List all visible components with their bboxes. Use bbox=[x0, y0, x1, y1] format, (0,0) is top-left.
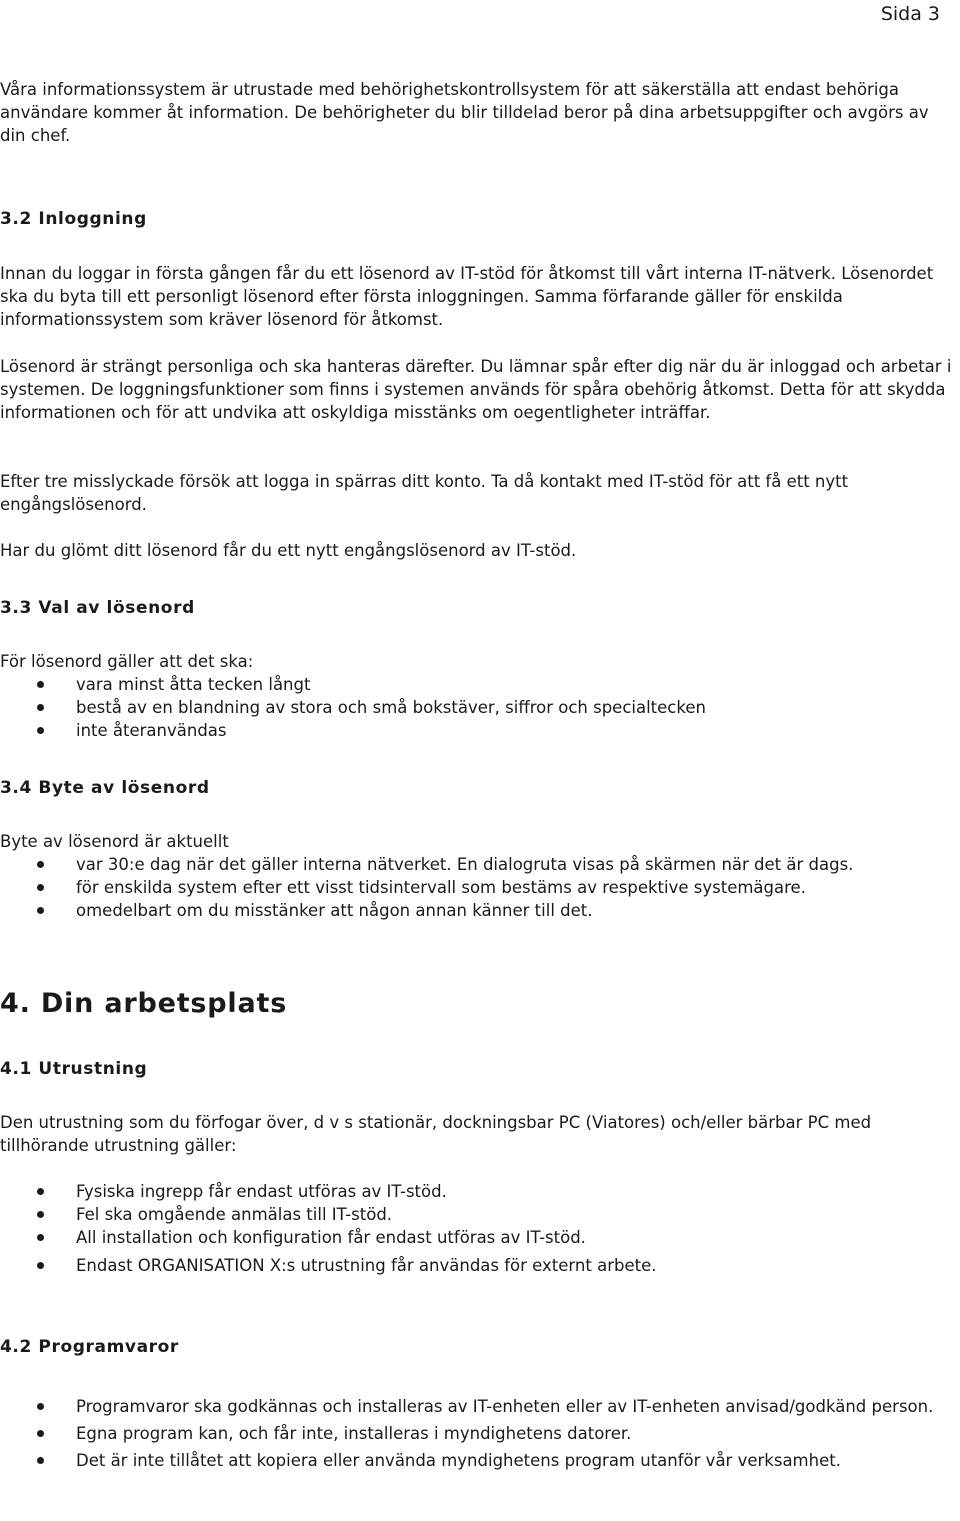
list-item: Programvaror ska godkännas och installeras av IT-enheten eller av IT-enheten anvisad/godkänd person. bbox=[0, 1395, 955, 1418]
login-paragraph-1: Innan du loggar in första gången får du ett lösenord av IT-stöd för åtkomst till vårt interna IT-nätverk. Lösenordet ska du byta till ett personligt lösenord efter första inloggningen. Samma förfarande gäller för enskilda informationssystem som kräver lösenord för åtkomst. bbox=[0, 264, 934, 329]
intro-paragraph: Våra informationssystem är utrustade med behörighetskontrollsystem för att säkerställa att endast behöriga användare kommer åt information. De behörigheter du blir tilldelad beror på dina arbetsuppgifter och avgörs av din chef. bbox=[0, 80, 929, 145]
list-item: Endast ORGANISATION X:s utrustning får användas för externt arbete. bbox=[0, 1254, 955, 1277]
software-list bbox=[0, 1395, 955, 1472]
heading-3-2: 3.2 Inloggning bbox=[0, 209, 147, 229]
password-choice-lead: För lösenord gäller att det ska: bbox=[0, 652, 254, 671]
password-change-lead: Byte av lösenord är aktuellt bbox=[0, 832, 229, 851]
list-item: vara minst åtta tecken långt bbox=[0, 673, 955, 696]
password-rules-list bbox=[0, 673, 955, 742]
list-item: Egna program kan, och får inte, installeras i myndighetens datorer. bbox=[0, 1422, 955, 1445]
heading-3-4: 3.4 Byte av lösenord bbox=[0, 778, 210, 798]
equipment-list bbox=[0, 1180, 955, 1277]
login-paragraph-2: Lösenord är strängt personliga och ska hanteras därefter. Du lämnar spår efter dig när du är inloggad och arbetar i systemen. De loggningsfunktioner som finns i systemen används för spåra obehörig åtkomst. Detta för att skydda informationen och för att undvika att oskyldiga misstänks om oegentligheter inträffar. bbox=[0, 357, 952, 422]
list-item: inte återanvändas bbox=[0, 719, 955, 742]
list-item: Det är inte tillåtet att kopiera eller använda myndighetens program utanför vår verksamhet. bbox=[0, 1449, 955, 1472]
list-item: Fel ska omgående anmälas till IT-stöd. bbox=[0, 1203, 955, 1226]
heading-4-2: 4.2 Programvaror bbox=[0, 1337, 179, 1357]
login-paragraph-3: Efter tre misslyckade försök att logga in spärras ditt konto. Ta då kontakt med IT-stöd för att få ett nytt engångslösenord. bbox=[0, 472, 849, 514]
list-item: bestå av en blandning av stora och små bokstäver, siffror och specialtecken bbox=[0, 696, 955, 719]
equipment-lead: Den utrustning som du förfogar över, d v s stationär, dockningsbar PC (Viatores) och/eller bärbar PC med tillhörande utrustning gäller: bbox=[0, 1113, 872, 1155]
list-item: var 30:e dag när det gäller interna nätverket. En dialogruta visas på skärmen när det är dags. bbox=[0, 853, 955, 876]
heading-3-3: 3.3 Val av lösenord bbox=[0, 598, 195, 618]
list-item: All installation och konfiguration får endast utföras av IT-stöd. bbox=[0, 1226, 955, 1249]
page-number: Sida 3 bbox=[880, 3, 940, 25]
password-change-list bbox=[0, 853, 955, 922]
list-item: för enskilda system efter ett visst tidsintervall som bestäms av respektive systemägare. bbox=[0, 876, 955, 899]
login-paragraph-4: Har du glömt ditt lösenord får du ett nytt engångslösenord av IT-stöd. bbox=[0, 541, 577, 560]
heading-4-1: 4.1 Utrustning bbox=[0, 1059, 148, 1079]
list-item: omedelbart om du misstänker att någon annan känner till det. bbox=[0, 899, 955, 922]
list-item: Fysiska ingrepp får endast utföras av IT-stöd. bbox=[0, 1180, 955, 1203]
heading-4: 4. Din arbetsplats bbox=[0, 988, 288, 1019]
